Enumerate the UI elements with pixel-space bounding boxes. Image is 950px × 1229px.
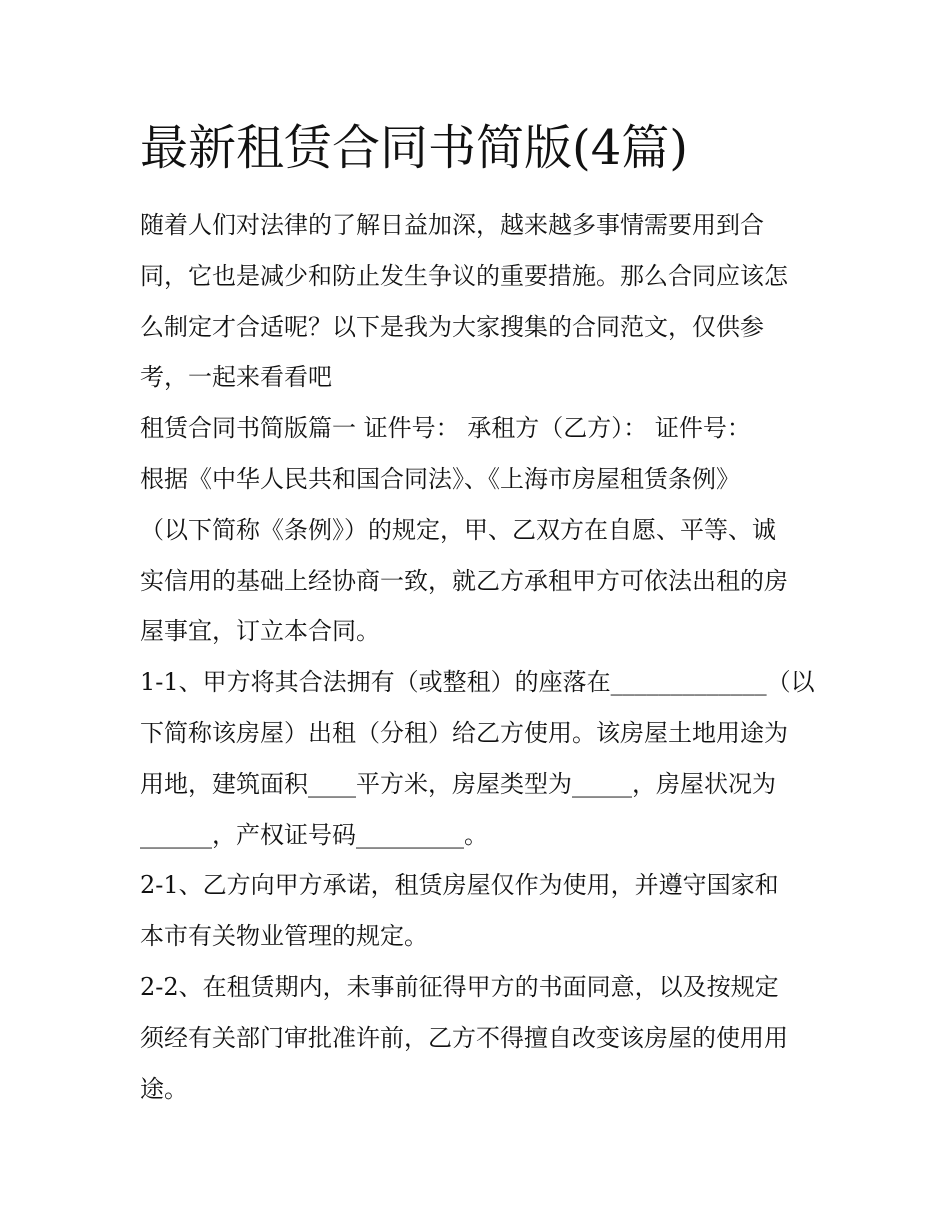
text-line: 屋事宜，订立本合同。 <box>140 617 380 646</box>
clause-line: 2-1、乙方向甲方承诺，租赁房屋仅作为使用，并遵守国家和 <box>140 871 779 900</box>
document-page <box>140 114 820 1114</box>
text-line: 根据《中华人民共和国合同法》、《上海市房屋租赁条例》 <box>140 464 740 493</box>
text-line: 下简称该房屋）出租（分租）给乙方使用。该房屋土地用途为 <box>140 718 788 747</box>
text-line: 么制定才合适呢？以下是我为大家搜集的合同范文，仅供参 <box>140 312 764 341</box>
text-line: ______，产权证号码_________。 <box>140 820 488 849</box>
document-title: 最新租赁合同书简版(4篇) <box>140 120 688 176</box>
text-line: （以下简称《条例》）的规定，甲、乙双方在自愿、平等、诚 <box>140 515 776 544</box>
text-line: 用地，建筑面积____平方米，房屋类型为_____，房屋状况为 <box>140 769 776 798</box>
document-body <box>140 200 820 1114</box>
section-heading-line: 租赁合同书简版篇一 证件号： 承租方（乙方）： 证件号： <box>140 414 751 443</box>
text-line: 随着人们对法律的了解日益加深，越来越多事情需要用到合 <box>140 211 764 239</box>
text-line: 须经有关部门审批准许前，乙方不得擅自改变该房屋的使用用 <box>140 1023 788 1052</box>
clause-line: 2-2、在租赁期内，未事前征得甲方的书面同意，以及按规定 <box>140 972 779 1001</box>
text-line: 本市有关物业管理的规定。 <box>140 922 428 951</box>
text-line: 途。 <box>140 1074 188 1103</box>
clause-line: 1-1、甲方将其合法拥有（或整租）的座落在_____________（以 <box>140 668 815 697</box>
text-line: 考，一起来看看吧 <box>140 363 332 392</box>
text-line: 同，它也是减少和防止发生争议的重要措施。那么合同应该怎 <box>140 261 788 290</box>
text-line: 实信用的基础上经协商一致，就乙方承租甲方可依法出租的房 <box>140 566 788 595</box>
